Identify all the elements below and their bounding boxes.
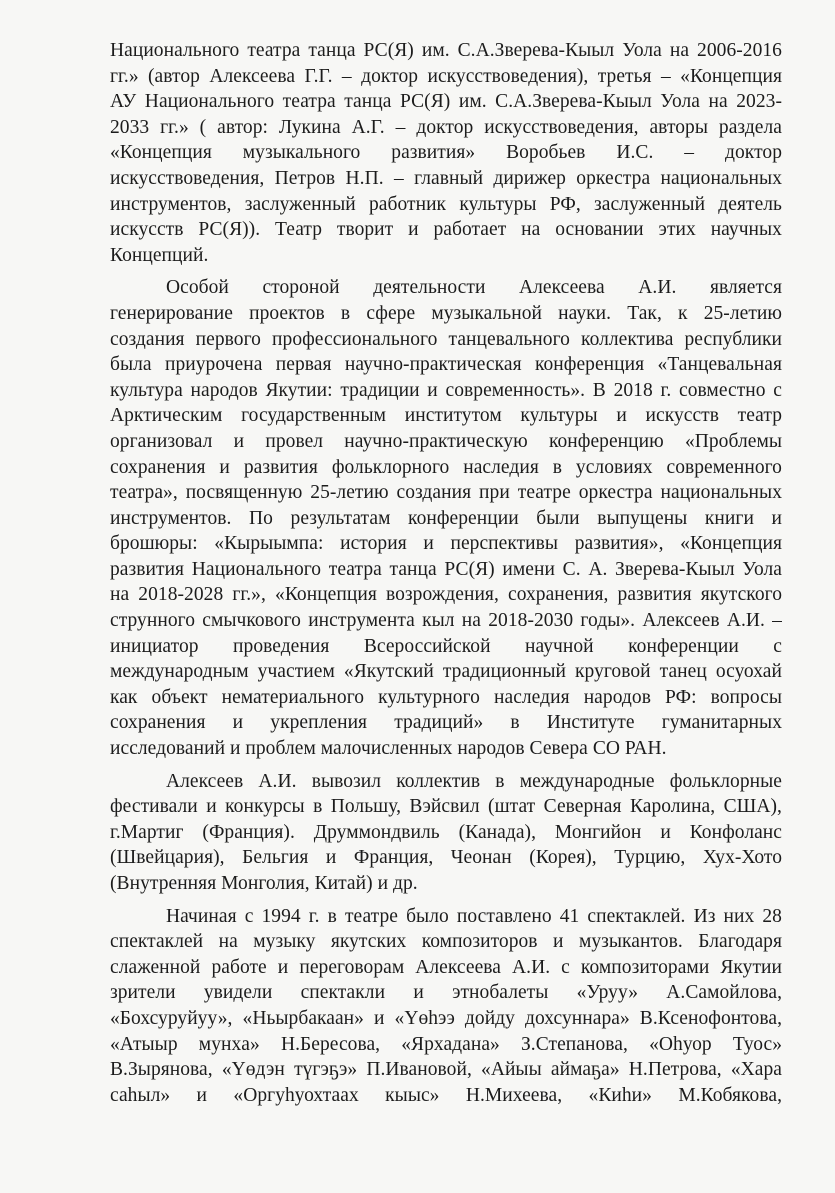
paragraph-gap	[110, 762, 782, 769]
text-line: г.Мартиг (Франция). Друммондвиль (Канада), Монгийон и Конфоланс	[110, 821, 782, 843]
text-line: 2033 гг.» ( автор: Лукина А.Г. – доктор искусствоведения, авторы раздела	[110, 116, 782, 138]
text-line: инструментов. По результатам конференции были выпущены книги и	[110, 507, 782, 529]
text-line: создания первого профессионального танцевального коллектива республики	[110, 328, 782, 350]
paragraph-gap	[110, 897, 782, 904]
text-line: фестивали и конкурсы в Польшу, Вэйсвил (штат Северная Каролина, США),	[110, 796, 782, 818]
text-line: искусств РС(Я)). Театр творит и работает на основании этих научных	[110, 219, 782, 241]
text-line: спектаклей на музыку якутских композиторов и музыкантов. Благодаря	[110, 931, 782, 953]
text-line: Концепций.	[110, 244, 209, 266]
paragraph-gap	[110, 268, 782, 275]
text-line: В.Зырянова, «Үөдэн түгэҕэ» П.Ивановой, «Айыы аймаҕа» Н.Петрова, «Хара	[110, 1059, 782, 1081]
text-line: (Швейцария), Бельгия и Франция, Чеонан (Корея), Турцию, Хух-Хото	[110, 847, 782, 869]
text-line: сохранения и укрепления традиций» в Институте гуманитарных	[110, 712, 782, 734]
text-line: «Концепция музыкального развития» Воробьев И.С. – доктор	[110, 142, 782, 164]
text-line: организовал и провел научно-практическую конференцию «Проблемы	[110, 430, 782, 452]
paragraph-p3	[110, 762, 782, 897]
text-line: «Бохсуруйуу», «Ньырбакаан» и «Үөhээ дойду дохсуннара» В.Ксенофонтова,	[110, 1007, 782, 1029]
text-line: Арктическим государственным институтом культуры и искусств театр	[110, 405, 782, 427]
text-line: зрители увидели спектакли и этнобалеты «Уруу» А.Самойлова,	[110, 982, 782, 1004]
text-line: культура народов Якутии: традиции и современность». В 2018 г. совместно с	[110, 379, 782, 401]
text-line: как объект нематериального культурного наследия народов РФ: вопросы	[110, 686, 782, 708]
document-body	[110, 38, 782, 1108]
text-line: (Внутренняя Монголия, Китай) и др.	[110, 873, 418, 894]
text-line: была приурочена первая научно-практическая конференция «Танцевальная	[110, 354, 782, 376]
text-line: развития Национального театра танца РС(Я) имени С. А. Зверева-Кыыл Уола	[110, 558, 782, 580]
text-line: Алексеев А.И. вывозил коллектив в международные фольклорные	[166, 770, 782, 792]
text-line: Национального театра танца РС(Я) им. С.А.Зверева-Кыыл Уола на 2006-2016	[110, 40, 782, 61]
text-line: генерирование проектов в сфере музыкальной науки. Так, к 25-летию	[110, 302, 782, 324]
text-line: слаженной работе и переговорам Алексеева А.И. с композиторами Якутии	[110, 956, 782, 978]
text-line: струнного смычкового инструмента кыл на 2018-2030 годы». Алексеев А.И. –	[110, 610, 782, 632]
paragraph-p4	[110, 897, 782, 1109]
text-line: театра», посвященную 25-летию создания при театре оркестра национальных	[110, 482, 782, 504]
paragraph-p1	[110, 38, 782, 268]
text-line: «Атыыр мунхa» Н.Бересова, «Ярхадана» З.Степанова, «Оhуор Туос»	[110, 1033, 782, 1055]
text-line: брошюры: «Кырыымпа: история и перспективы развития», «Концепция	[110, 533, 782, 555]
text-line: саhыл» и «Оргуhуохтаах кыыс» Н.Михеева, «Киhи» М.Кобякова,	[110, 1084, 782, 1106]
text-line: Начиная с 1994 г. в театре было поставлено 41 спектаклей. Из них 28	[166, 905, 782, 927]
text-line: гг.» (автор Алексеева Г.Г. – доктор искусствоведения), третья – «Концепция	[110, 65, 782, 87]
text-line: исследований и проблем малочисленных народов Севера СО РАН.	[110, 738, 667, 760]
text-line: сохранения и развития фольклорного наследия в условиях современного	[110, 456, 782, 478]
text-line: Особой стороной деятельности Алексеева А.И. является	[166, 277, 782, 299]
text-line: инструментов, заслуженный работник культуры РФ, заслуженный деятель	[110, 193, 782, 215]
text-line: искусствоведения, Петров Н.П. – главный дирижер оркестра национальных	[110, 167, 782, 189]
text-line: инициатор проведения Всероссийской научной конференции с	[110, 635, 782, 657]
text-line: международным участием «Якутский традиционный круговой танец осуохай	[110, 661, 782, 683]
text-line: АУ Национального театра танца РС(Я) им. С.А.Зверева-Кыыл Уола на 2023-	[110, 91, 782, 113]
text-line: на 2018-2028 гг.», «Концепция возрождения, сохранения, развития якутского	[110, 584, 782, 606]
paragraph-p2	[110, 268, 782, 761]
